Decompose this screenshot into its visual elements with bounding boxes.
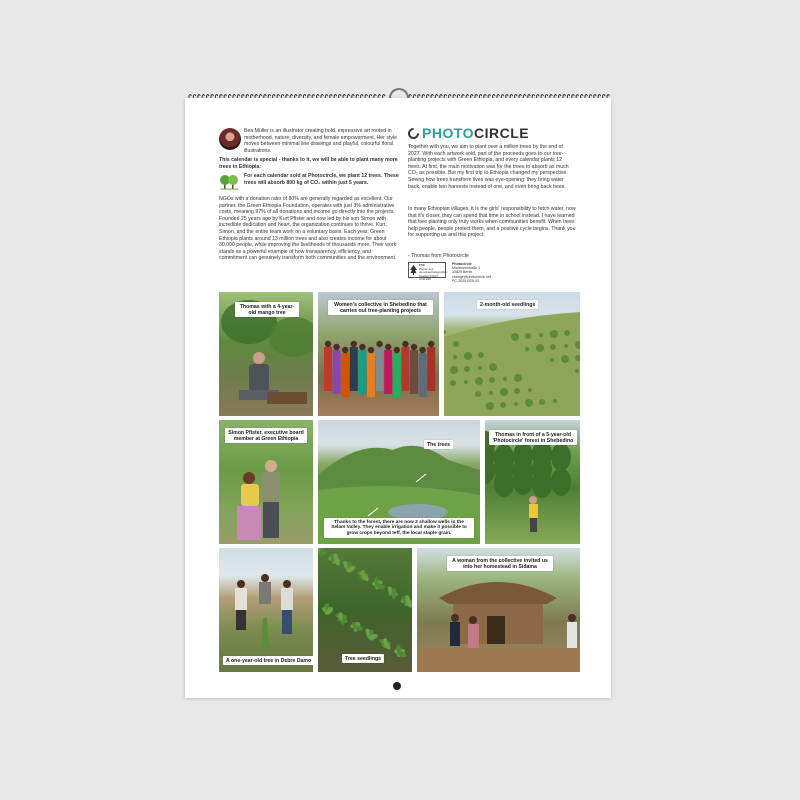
imprint bbox=[452, 262, 532, 283]
photo-selam-valley bbox=[318, 420, 480, 544]
photo-photocircle-forest bbox=[485, 420, 580, 544]
caption-debre-damo: A one-year-old tree in Debre Damo bbox=[223, 656, 313, 665]
logo-part-2: CIRCLE bbox=[474, 125, 530, 141]
mission-paragraph: Together with you, we aim to plant over a million trees by the end of 2027. With each artwork sold, part of the proceeds goes to our tree-planting projects with Green Ethiopia, and every calendar plants 12 trees. At first, the main motivation was for the trees to absorb as much CO₂ as possible. But my first trip to Ethiopia changed my perspective. Seeing how trees transform lives was eye-opening: they bring water back, enable two harvests instead of one, and even bring back bees. bbox=[408, 144, 569, 190]
fsc-text: Papier aus verantwortungsvollen Quellen FSC® C111949 bbox=[419, 266, 448, 281]
photocircle-logo bbox=[408, 125, 529, 141]
caption-the-trees: The trees bbox=[424, 440, 453, 449]
photo-thomas-mango-tree bbox=[219, 292, 313, 416]
imprint-line: Marienenstraße 1 bbox=[452, 266, 481, 271]
imprint-line: Photocircle bbox=[452, 262, 472, 266]
special-line: This calendar is special - thanks to it, we will be able to plant many more trees in Ethiopia: bbox=[219, 157, 398, 170]
caption-thomas-mango: Thomas with a 4-year-old mango tree bbox=[235, 302, 299, 317]
ngo-paragraph: NGOs with a donation ratio of 80% are generally regarded as excellent. Our partner, the Green Ethiopia Foundation, operates with just 3% administrative costs, meaning 97% of all donations and income go directly into the projects. Founded 25 years ago by Kurt Pfister and now led by his son Simon with incredible dedication and heart, the organization continues to thrive. Kurt, Simon, and the entire team work on a voluntary basis. Each year, Green Ethiopia plants around 13 million trees and also creates income for about 30,000 people, while improving the livelihoods of thousands more. Their work stands as a powerful example of how transparency, efficiency, and commitment can genuinely transform both communities and the environment. bbox=[219, 196, 397, 262]
artist-bio: Bea Müller is an illustrator creating bold, expressive art rooted in motherhood, nature, diversity, and female empowerment. Her style moves between minimal line drawings and playful, colourful floral illustrations. bbox=[244, 128, 398, 154]
photo-tree-seedlings bbox=[318, 548, 412, 672]
photo-debre-damo bbox=[219, 548, 313, 672]
fsc-tree-icon bbox=[410, 265, 417, 275]
trees-icon bbox=[219, 172, 239, 190]
impact-paragraph: In many Ethiopian villages, it is the girls' responsibility to fetch water, now that it's closer, they can spend that time in school instead. I have learned that tree planting only truly works when communities benefit. When trees help people, people protect them, and a positive cycle begins. Thank you for supporting us and this project. bbox=[408, 206, 576, 239]
tree-pledge: For each calendar sold at Photocircle, we plant 12 trees. These trees will absorb 800 kg of CO₂ within just 5 years. bbox=[244, 173, 399, 186]
imprint-line: change@photocircle.net bbox=[452, 274, 491, 279]
caption-sidama-homestead: A woman from the collective invited us into her homestead in Sidama bbox=[447, 556, 553, 571]
fsc-badge bbox=[408, 262, 448, 281]
photo-simon-pfister bbox=[219, 420, 313, 544]
fsc-label: FSC bbox=[419, 263, 425, 267]
signature: - Thomas from Photocircle bbox=[408, 253, 469, 259]
imprint-line: 10829 Berlin bbox=[452, 270, 473, 275]
photo-seedlings-hillside bbox=[444, 292, 580, 416]
logo-part-1: PHOTO bbox=[422, 125, 475, 141]
caption-shallow-wells: Thanks to the forest, there are now 3 shallow wells in the Selam Valley. They enable irrigation and make it possible to grow crops beyond teff, the local staple grain. bbox=[324, 518, 474, 538]
caption-womens-collective: Women's collective in Shebedino that carries out tree-planting projects bbox=[328, 300, 433, 315]
photo-sidama-homestead bbox=[417, 548, 580, 672]
caption-photocircle-forest: Thomas in front of a 5-year-old 'Photocircle' forest in Shebedino bbox=[489, 430, 577, 445]
hanging-hole bbox=[393, 682, 401, 690]
caption-seedlings: 2-month-old seedlings bbox=[477, 300, 538, 309]
caption-tree-seedlings: Tree seedlings bbox=[342, 654, 384, 663]
logo-mark-icon bbox=[406, 125, 422, 141]
artist-avatar bbox=[219, 128, 241, 150]
imprint-line: PC-2025-B25-43 bbox=[452, 278, 479, 283]
photo-womens-collective bbox=[318, 292, 439, 416]
caption-simon-pfister: Simon Pfister, executive board member at Green Ethiopia bbox=[225, 428, 307, 443]
